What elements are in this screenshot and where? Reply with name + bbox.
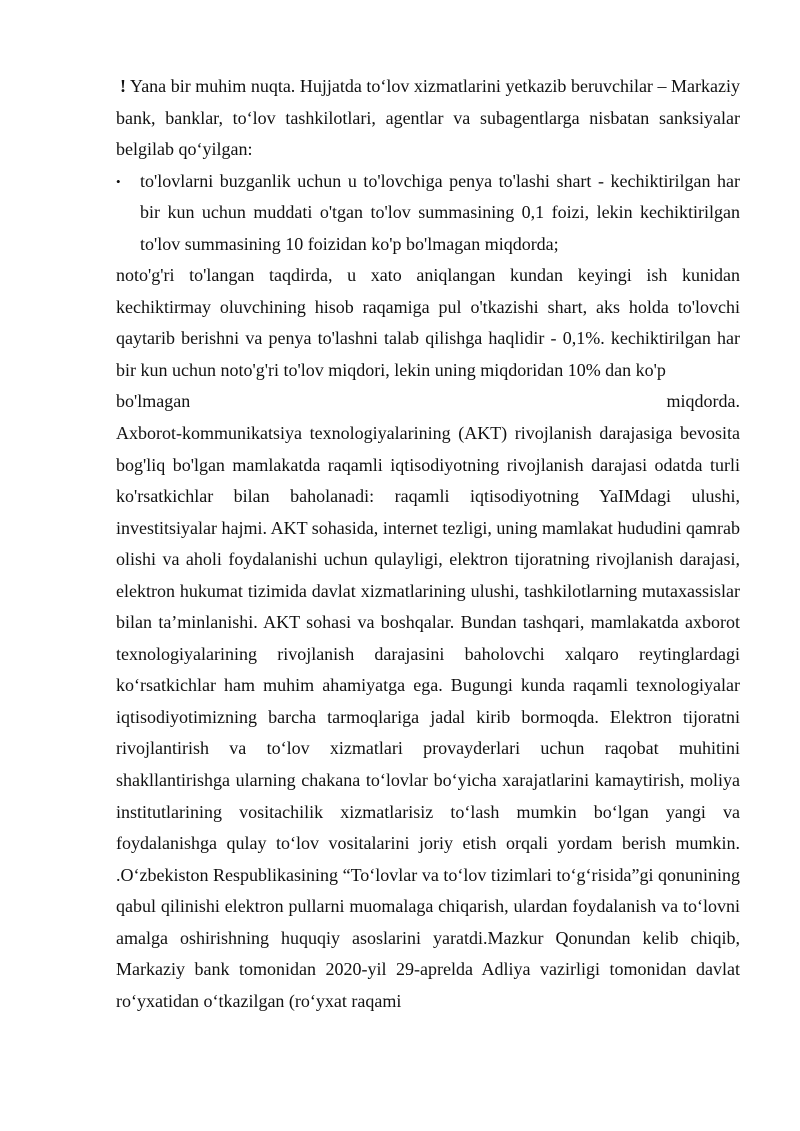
penalty-paragraph xyxy=(116,260,740,386)
document-body xyxy=(116,71,740,1017)
ict-paragraph xyxy=(116,418,740,1017)
exclamation-icon: ! xyxy=(120,76,126,96)
bullet-icon: • xyxy=(116,173,121,189)
penalty-last-left: bo'lmagan xyxy=(116,391,191,412)
penalty-text: noto'g'ri to'langan taqdirda, u xato aniqlangan kundan keyingi ish kunidan kechiktirmay oluvchining hisob raqamiga pul o'tkazishi shart, aks holda to'lovchi qaytarib berishni va penya to'lashni talab qilishga haqlidir - 0,1%. kechiktirilgan har bir kun uchun noto'g'ri to'lov miqdori, lekin uning miqdoridan 10% dan ko'p xyxy=(116,265,740,380)
ict-text: Axborot-kommunikatsiya texnologiyalarining (AKT) rivojlanish darajasiga bevosita bog'liq bo'lgan mamlakatda raqamli iqtisodiyotning rivojlanish darajasi odatda turli ko'rsatkichlar bilan baholanadi: raqamli iqtisodiyotning YaIMdagi ulushi, investitsiyalar hajmi. AKT sohasida, internet tezligi, uning mamlakat hududini qamrab olishi va aholi foydalanishi uchun qulayligi, elektron tijoratning rivojlanish darajasi, elektron hukumat tizimida davlat xizmatlarining ulushi, tashkilotlarning mutaxassislar bilan ta’minlanishi. AKT sohasi va boshqalar. Bundan tashqari, mamlakatda axborot texnologiyalarining rivojlanish darajasini baholovchi xalqaro reytinglardagi ko‘rsatkichlar ham muhim ahamiyatga ega. Bugungi kunda raqamli texnologiyalar iqtisodiyotimizning barcha tarmoqlariga jadal kirib bormoqda. Elektron tijoratni rivojlantirish va to‘lov xizmatlari provayderlari uchun raqobat muhitini shakllantirishga ularning chakana to‘lovlar bo‘yicha xarajatlarini kamaytirish, moliya institutlarining vositachilik xizmatlarisiz to‘lash mumkin bo‘lgan yangi va foydalanishga qulay to‘lov vositalarini joriy etish orqali yordam berish mumkin. .O‘zbekiston Respublikasining “To‘lovlar va to‘lov tizimlari to‘g‘risida”gi qonunining qabul qilinishi elektron pullarni muomalaga chiqarish, ulardan foydalanish va to‘lovni amalga oshirishning huquqiy asoslarini yaratdi.Mazkur Qonundan kelib chiqib, Markaziy bank tomonidan 2020-yil 29-aprelda Adliya vazirligi tomonidan davlat ro‘yxatidan o‘tkazilgan (ro‘yxat raqami xyxy=(116,423,740,1011)
penalty-last-line xyxy=(116,386,740,418)
penalty-last-right: miqdorda. xyxy=(666,391,740,412)
intro-text: Yana bir muhim nuqta. Hujjatda to‘lov xizmatlarini yetkazib beruvchilar – Markaziy bank, banklar, to‘lov tashkilotlari, agentlar va subagentlarga nisbatan sanksiyalar belgilab qo‘yilgan: xyxy=(116,76,740,160)
list-item xyxy=(116,166,740,261)
intro-paragraph xyxy=(116,71,740,166)
list-item-text: to'lovlarni buzganlik uchun u to'lovchiga penya to'lashi shart - kechiktirilgan har bir kun uchun muddati o'tgan to'lov summasining 0,1 foizi, lekin kechiktirilgan to'lov summasining 10 foizidan ko'p bo'lmagan miqdorda; xyxy=(140,170,740,254)
